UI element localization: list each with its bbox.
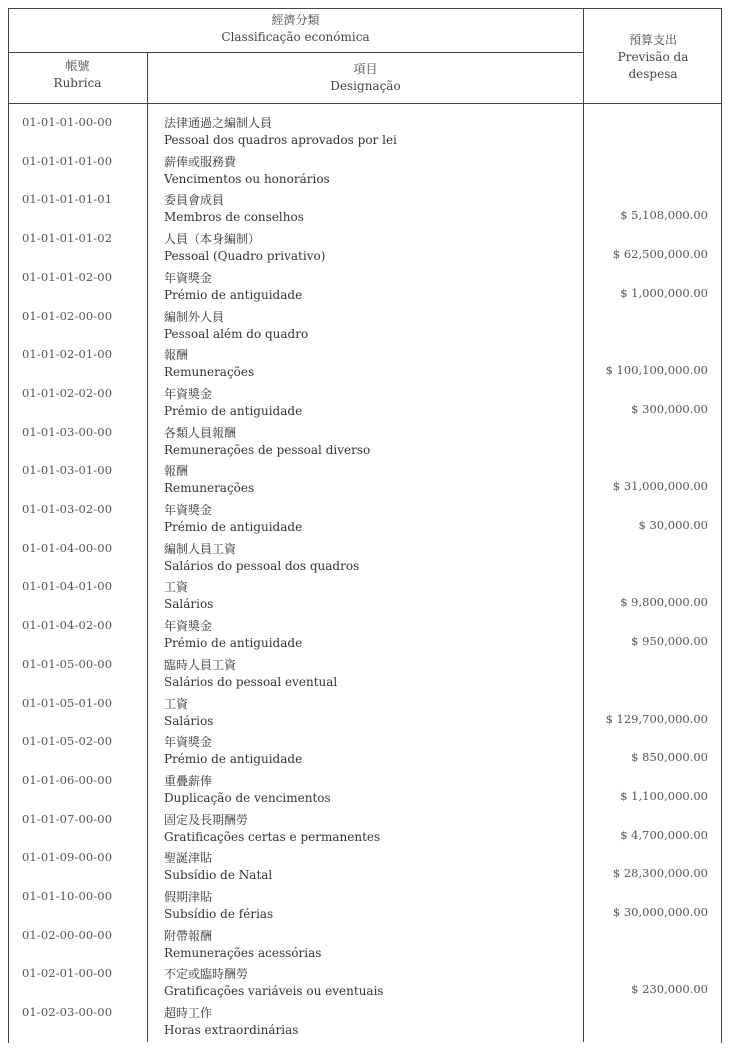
table-row (8, 457, 722, 496)
row-designation-zh: 超時工作 (164, 1006, 213, 1021)
row-amount: $ 300,000.00 (631, 401, 708, 416)
header-bottom-border (8, 103, 722, 104)
row-designation-zh: 報酬 (164, 348, 189, 363)
table-row (8, 535, 722, 574)
row-designation-zh: 編制人員工資 (164, 541, 237, 556)
row-rubrica-code: 01-01-02-01-00 (22, 347, 113, 362)
row-rubrica-code: 01-01-04-01-00 (22, 579, 113, 594)
table-row (8, 380, 722, 419)
row-designation-zh: 薪俸或服務費 (164, 154, 237, 169)
row-rubrica-code: 01-01-06-00-00 (22, 772, 113, 787)
row-rubrica-code: 01-02-03-00-00 (22, 1005, 113, 1020)
row-rubrica-code: 01-01-03-02-00 (22, 502, 113, 516)
row-rubrica-code: 01-01-03-00-00 (22, 424, 113, 439)
row-amount: $ 950,000.00 (631, 634, 708, 649)
table-row (8, 922, 722, 961)
table-row (8, 806, 722, 845)
row-designation-pt: Prémio de antiguidade (164, 403, 303, 418)
row-amount: $ 850,000.00 (631, 750, 708, 765)
table-row (8, 264, 722, 303)
row-amount: $ 28,300,000.00 (612, 866, 708, 881)
row-designation-zh: 年資獎金 (164, 503, 213, 517)
row-rubrica-code: 01-01-01-00-00 (22, 115, 113, 129)
row-rubrica-code: 01-01-02-00-00 (22, 308, 113, 323)
row-designation-zh: 工資 (164, 696, 189, 711)
table-row (8, 883, 722, 922)
row-rubrica-code: 01-01-01-02-00 (22, 269, 113, 284)
row-amount: $ 4,700,000.00 (620, 827, 708, 842)
row-designation-zh: 固定及長期酬勞 (164, 812, 249, 827)
row-designation-pt: Prémio de antiguidade (164, 287, 303, 302)
row-designation-pt: Salários do pessoal eventual (164, 674, 338, 689)
table-row (8, 767, 722, 806)
header-rubrica-pt: Rubrica (53, 76, 102, 90)
table-row (8, 844, 722, 883)
row-designation-pt: Pessoal dos quadros aprovados por lei (164, 133, 397, 147)
row-rubrica-code: 01-01-04-02-00 (22, 618, 113, 633)
header-classificacao-pt: Classificação económica (221, 30, 370, 44)
row-designation-pt: Salários (164, 713, 214, 728)
row-designation-zh: 聖誕津貼 (164, 851, 213, 866)
row-designation-zh: 編制外人員 (164, 309, 225, 324)
header-subdivider (8, 52, 584, 53)
row-designation-pt: Prémio de antiguidade (164, 752, 303, 767)
row-designation-zh: 法律通過之編制人員 (164, 116, 273, 130)
row-designation-zh: 報酬 (164, 464, 189, 479)
table-row (8, 690, 722, 729)
row-designation-pt: Gratificações variáveis ou eventuais (164, 984, 384, 999)
header-designacao-zh: 項目 (353, 62, 378, 76)
row-rubrica-code: 01-01-04-00-00 (22, 540, 113, 555)
row-rubrica-code: 01-01-01-01-01 (22, 192, 113, 207)
header-previsao (584, 32, 722, 83)
row-designation-zh: 各類人員報酬 (164, 425, 237, 440)
row-designation-pt: Gratificações certas e permanentes (164, 829, 381, 844)
row-designation-zh: 附帶報酬 (164, 928, 213, 943)
row-designation-zh: 年資獎金 (164, 735, 213, 750)
row-rubrica-code: 01-01-09-00-00 (22, 850, 113, 865)
row-rubrica-code: 01-02-00-00-00 (22, 927, 113, 942)
table-row (8, 303, 722, 342)
row-amount: $ 1,100,000.00 (620, 788, 708, 803)
header-classificacao-zh: 經濟分類 (271, 13, 320, 27)
header-rubrica (8, 58, 147, 92)
table-row (8, 999, 722, 1038)
row-designation-zh: 假期津貼 (164, 890, 213, 904)
row-designation-zh: 年資獎金 (164, 270, 213, 285)
table-row (8, 651, 722, 690)
row-designation-pt: Salários do pessoal dos quadros (164, 558, 360, 573)
row-rubrica-code: 01-02-01-00-00 (22, 966, 113, 981)
row-designation-zh: 委員會成員 (164, 193, 225, 208)
header-previsao-zh: 預算支出 (628, 33, 677, 47)
row-designation-pt: Prémio de antiguidade (164, 520, 303, 534)
header-previsao-pt-line2: despesa (628, 67, 678, 81)
table-row (8, 496, 722, 535)
table-row (8, 225, 722, 264)
row-rubrica-code: 01-01-02-02-00 (22, 385, 113, 400)
table-row (8, 573, 722, 612)
row-designation-pt: Remunerações de pessoal diverso (164, 442, 371, 457)
table-row (8, 419, 722, 458)
row-designation-pt: Pessoal além do quadro (164, 326, 309, 341)
row-amount: $ 230,000.00 (631, 982, 708, 997)
budget-table (8, 8, 722, 1042)
row-designation-zh: 年資獎金 (164, 619, 213, 634)
row-amount: $ 30,000.00 (638, 518, 708, 532)
row-designation-pt: Horas extraordinárias (164, 1023, 299, 1038)
row-amount: $ 100,100,000.00 (605, 363, 708, 378)
row-rubrica-code: 01-01-05-01-00 (22, 695, 113, 710)
header-designacao (148, 61, 583, 95)
table-row (8, 341, 722, 380)
table-row (8, 109, 722, 148)
row-designation-pt: Remunerações (164, 365, 255, 380)
table-row (8, 186, 722, 225)
table-row (8, 960, 722, 999)
header-rubrica-zh: 帳號 (65, 59, 90, 73)
row-amount: $ 62,500,000.00 (612, 247, 708, 262)
header-previsao-pt-line1: Previsão da (617, 50, 689, 64)
row-designation-zh: 不定或臨時酬勞 (164, 967, 249, 982)
row-designation-pt: Pessoal (Quadro privativo) (164, 249, 326, 264)
row-rubrica-code: 01-01-05-00-00 (22, 656, 113, 671)
row-rubrica-code: 01-01-05-02-00 (22, 734, 113, 749)
row-designation-pt: Subsídio de férias (164, 907, 274, 921)
row-amount: $ 129,700,000.00 (605, 711, 708, 726)
row-designation-zh: 年資獎金 (164, 386, 213, 401)
row-designation-pt: Prémio de antiguidade (164, 636, 303, 651)
row-amount: $ 5,108,000.00 (620, 208, 708, 223)
row-amount: $ 9,800,000.00 (620, 595, 708, 610)
row-designation-pt: Remunerações (164, 481, 255, 496)
table-row (8, 728, 722, 767)
row-amount: $ 1,000,000.00 (620, 285, 708, 300)
header-designacao-pt: Designação (330, 79, 401, 93)
table-row (8, 612, 722, 651)
row-designation-pt: Salários (164, 597, 214, 612)
row-designation-zh: 工資 (164, 580, 189, 595)
row-rubrica-code: 01-01-07-00-00 (22, 811, 113, 826)
row-designation-pt: Duplicação de vencimentos (164, 790, 331, 805)
row-designation-pt: Vencimentos ou honorários (164, 171, 330, 186)
table-row (8, 148, 722, 187)
row-designation-pt: Remunerações acessórias (164, 945, 322, 960)
row-amount: $ 31,000,000.00 (612, 479, 708, 494)
row-rubrica-code: 01-01-01-01-02 (22, 231, 113, 246)
row-rubrica-code: 01-01-10-00-00 (22, 889, 113, 903)
row-rubrica-code: 01-01-03-01-00 (22, 463, 113, 478)
row-rubrica-code: 01-01-01-01-00 (22, 153, 113, 168)
header-classificacao (8, 12, 583, 46)
row-designation-zh: 臨時人員工資 (164, 657, 237, 672)
row-designation-pt: Membros de conselhos (164, 210, 304, 225)
row-amount: $ 30,000,000.00 (612, 905, 708, 919)
row-designation-pt: Subsídio de Natal (164, 868, 273, 883)
row-designation-zh: 人員（本身編制） (164, 232, 261, 247)
row-designation-zh: 重疊薪俸 (164, 773, 213, 788)
